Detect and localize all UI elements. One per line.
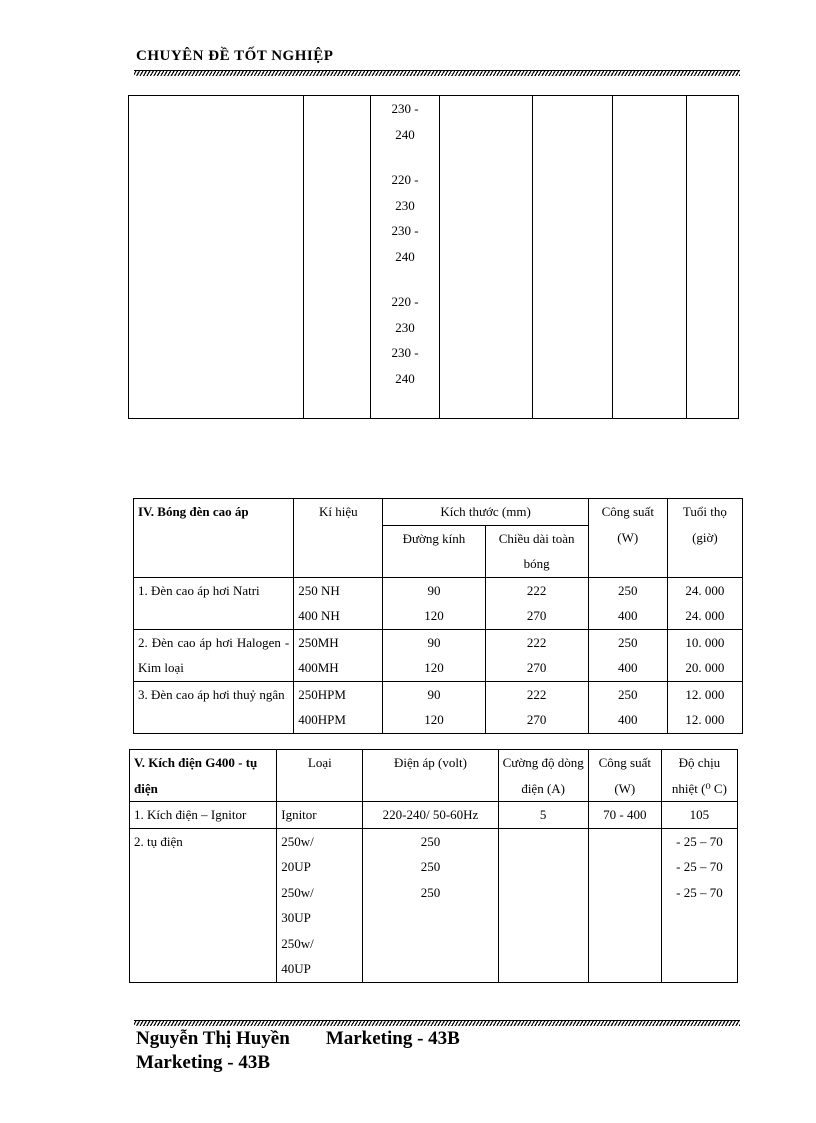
device-type: 250w/ — [281, 833, 314, 849]
device-type: 30UP — [281, 910, 311, 925]
cell-empty — [440, 96, 533, 419]
device-power: 70 - 400 — [588, 802, 661, 829]
lamp-length: 222 — [526, 582, 547, 598]
voltage-line: 220 - — [391, 294, 419, 309]
device-type: 250w/ — [281, 884, 314, 900]
lamp-lifetime: 24. 000 — [685, 608, 725, 623]
voltage-line: 230 - — [391, 101, 419, 116]
lamp-power: 250 — [618, 582, 638, 598]
device-name: 1. Kích điện – Ignitor — [130, 802, 277, 829]
lamp-name: 1. Đèn cao áp hơi Natri — [134, 577, 294, 629]
lamp-power: 400 — [618, 608, 638, 623]
ignitor-capacitor-table — [129, 749, 738, 983]
cell-empty — [687, 96, 739, 419]
header-tuoi-tho: Tuổi thọ (giờ) — [667, 499, 742, 578]
voltage-list-cell — [370, 96, 440, 419]
lamp-power: 250 — [618, 686, 638, 702]
device-voltage: 220-240/ 50-60Hz — [382, 807, 479, 822]
voltage-line: 240 — [395, 248, 415, 264]
cell-empty — [129, 96, 304, 419]
footer-line-1 — [136, 1028, 460, 1050]
cell-empty — [303, 96, 370, 419]
lamp-code: 400 NH — [298, 608, 340, 623]
device-temp: - 25 – 70 — [676, 833, 723, 849]
lamp-lifetime: 24. 000 — [685, 582, 725, 598]
device-temp: - 25 – 70 — [676, 884, 723, 900]
lamp-length: 222 — [526, 686, 547, 702]
device-name: 2. tụ điện — [130, 828, 277, 982]
header-cuong-do: Cường độ dòng điện (A) — [498, 750, 588, 802]
author-dept: Marketing - 43B — [325, 1028, 460, 1049]
lamp-code: 250HPM — [298, 686, 346, 702]
table-row — [134, 681, 743, 733]
lamp-diameter: 90 — [427, 582, 441, 598]
table-iv-title: IV. Bóng đèn cao áp — [134, 499, 294, 578]
device-type: 250w/ — [281, 935, 314, 951]
lamp-code: 400MH — [298, 660, 339, 675]
spacer — [375, 147, 436, 167]
device-current — [498, 828, 588, 982]
voltage-line: 240 — [395, 370, 415, 386]
device-type: 40UP — [281, 961, 311, 976]
header-dien-ap: Điện áp (volt) — [363, 750, 498, 802]
table-v-title: V. Kích điện G400 - tụ điện — [130, 750, 277, 802]
footer-line-2: Marketing - 43B — [136, 1052, 271, 1073]
header-loai: Loại — [277, 750, 363, 802]
lamp-diameter: 90 — [427, 686, 441, 702]
table-row — [130, 828, 738, 982]
lamp-diameter: 120 — [424, 712, 444, 727]
cell-empty — [533, 96, 613, 419]
voltage-line: 240 — [395, 126, 415, 142]
header-rule — [134, 70, 740, 76]
device-voltage: 250 — [420, 859, 441, 874]
device-voltage: 250 — [420, 833, 441, 849]
header-do-chiu-nhiet: Độ chịu nhiệt (⁰ C) — [661, 750, 737, 802]
lamp-power: 400 — [618, 660, 638, 675]
lamp-lifetime: 12. 000 — [685, 686, 725, 702]
lamp-name: 2. Đèn cao áp hơi Halogen - Kim loại — [134, 629, 294, 681]
header-chieu-dai: Chiều dài toàn bóng — [485, 525, 588, 577]
header-ki-hieu: Kí hiệu — [294, 499, 383, 578]
header-duong-kinh: Đường kính — [383, 525, 485, 577]
lamp-length: 222 — [526, 634, 547, 650]
device-temp: - 25 – 70 — [676, 859, 723, 874]
header-kich-thuoc: Kích thước (mm) — [383, 499, 588, 526]
lamp-name: 3. Đèn cao áp hơi thuỷ ngân — [134, 681, 294, 733]
device-current: 5 — [498, 802, 588, 829]
voltage-line: 230 — [395, 319, 415, 335]
continuation-table — [128, 95, 739, 419]
spacer — [375, 269, 436, 289]
table-row — [134, 577, 743, 629]
device-type: Ignitor — [281, 807, 317, 822]
header-cong-suat: Công suất (W) — [588, 750, 661, 802]
lamp-lifetime: 12. 000 — [685, 712, 725, 727]
lamp-diameter: 120 — [424, 660, 444, 675]
table-row — [134, 629, 743, 681]
header-cong-suat: Công suất (W) — [588, 499, 667, 578]
lamp-diameter: 120 — [424, 608, 444, 623]
cell-empty — [613, 96, 687, 419]
author-name: Nguyễn Thị Huyền — [136, 1028, 290, 1049]
page-header-title: CHUYÊN ĐỀ TỐT NGHIỆP — [136, 48, 334, 64]
lamp-lifetime: 10. 000 — [685, 634, 725, 650]
lamp-code: 250 NH — [298, 582, 340, 598]
high-pressure-lamp-table — [133, 498, 743, 734]
voltage-line: 230 — [395, 197, 415, 213]
lamp-code: 400HPM — [298, 712, 346, 727]
lamp-code: 250MH — [298, 634, 339, 650]
lamp-power: 400 — [618, 712, 638, 727]
lamp-lifetime: 20. 000 — [685, 660, 725, 675]
footer-rule — [134, 1020, 740, 1026]
lamp-length: 270 — [526, 660, 547, 675]
voltage-line: 230 - — [391, 345, 419, 360]
device-type: 20UP — [281, 859, 311, 874]
voltage-line: 220 - — [391, 172, 419, 187]
lamp-power: 250 — [618, 634, 638, 650]
device-temp: 105 — [689, 807, 710, 822]
lamp-diameter: 90 — [427, 634, 441, 650]
table-row — [130, 802, 738, 829]
lamp-length: 270 — [526, 608, 547, 623]
device-power — [588, 828, 661, 982]
voltage-line: 230 - — [391, 223, 419, 238]
device-voltage: 250 — [420, 884, 441, 900]
lamp-length: 270 — [526, 712, 547, 727]
